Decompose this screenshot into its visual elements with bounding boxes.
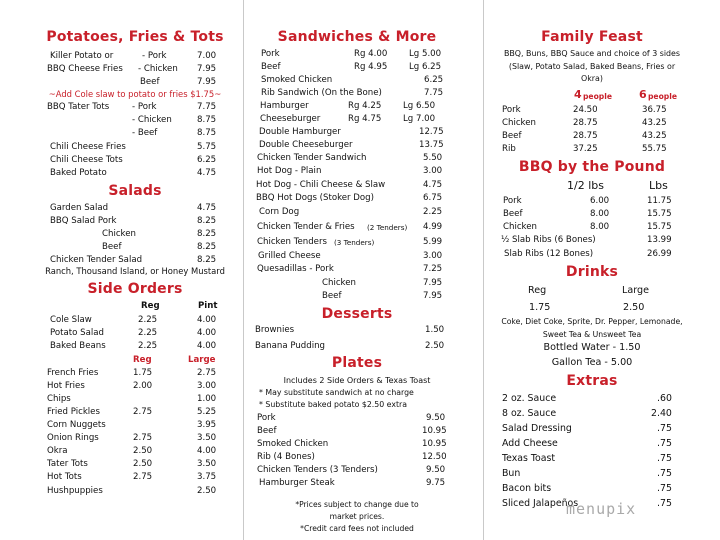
- menu-row: Beef 7.95: [140, 77, 217, 87]
- menu-row: Garden Salad 4.75: [50, 203, 217, 213]
- menu-row: French Fries 1.75 2.75: [47, 368, 217, 378]
- menu-row: - Chicken 8.75: [132, 115, 217, 125]
- side-orders-heading: Side Orders: [87, 281, 183, 297]
- menu-row: Beef Rg 4.95 Lg 6.25: [261, 62, 442, 72]
- menu-row: Pork 6.00 11.75: [503, 196, 672, 206]
- menu-row: Hot Fries 2.00 3.00: [47, 381, 217, 391]
- family-feast-description: BBQ, Buns, BBQ Sauce and choice of 3 sides (Slaw, Potato Salad, Baked Beans, Fries or Okra): [503, 49, 681, 83]
- menu-row: Hamburger Rg 4.25 Lg 6.50: [260, 101, 436, 111]
- sides-column-header: Reg Pint: [141, 301, 218, 311]
- gallon-tea: Gallon Tea - 5.00: [551, 357, 633, 368]
- menu-row: Beef 8.00 15.75: [503, 209, 672, 219]
- menu-row: Killer Potato or - Pork 7.00: [50, 51, 217, 61]
- menu-row: Chicken 8.25: [102, 229, 217, 239]
- menu-row: Hot Tots 2.75 3.75: [47, 472, 217, 482]
- menu-row: Chili Cheese Fries 5.75: [50, 142, 217, 152]
- menu-row: Okra 2.50 4.00: [47, 446, 217, 456]
- menu-row: Onion Rings 2.75 3.50: [47, 433, 217, 443]
- menu-row: BBQ Hot Dogs (Stoker Dog) 6.75: [256, 193, 443, 203]
- menu-row: Cole Slaw 2.25 4.00: [50, 315, 217, 325]
- menu-row: Beef 8.25: [102, 242, 217, 252]
- menu-row: BBQ Tater Tots - Pork 7.75: [47, 102, 217, 112]
- menu-row: - Beef 8.75: [132, 128, 217, 138]
- family-feast-heading: Family Feast: [541, 29, 643, 45]
- plates-note: * May substitute sandwich at no charge: [259, 388, 414, 397]
- left-column: [40, 0, 230, 540]
- drinks-list: Coke, Diet Coke, Sprite, Dr. Pepper, Lemonade, Sweet Tea & Unsweet Tea: [501, 317, 683, 339]
- menu-row: Pork 24.50 36.75: [502, 105, 667, 115]
- menu-row: Hamburger Steak 9.75: [259, 478, 446, 488]
- potatoes-heading: Potatoes, Fries & Tots: [46, 29, 224, 45]
- column-divider-right: [483, 0, 484, 540]
- menu-row: Chicken 8.00 15.75: [503, 222, 672, 232]
- desserts-heading: Desserts: [321, 306, 393, 322]
- menu-row: Chicken 7.95: [322, 278, 443, 288]
- menu-row: Hot Dog - Chili Cheese & Slaw 4.75: [256, 180, 443, 190]
- plates-intro: Includes 2 Side Orders & Texas Toast: [283, 376, 431, 385]
- menu-row: Smoked Chicken 10.95: [257, 439, 447, 449]
- bottled-water: Bottled Water - 1.50: [543, 342, 641, 353]
- menu-row: Chicken Tenders (3 Tenders) 9.50: [257, 465, 446, 475]
- sandwiches-heading: Sandwiches & More: [277, 29, 437, 45]
- dressing-note: Ranch, Thousand Island, or Honey Mustard: [45, 266, 225, 276]
- drinks-size-header: Reg Large: [528, 285, 649, 296]
- menu-row: Pork Rg 4.00 Lg 5.00: [261, 49, 442, 59]
- menu-row: 2 oz. Sauce .60: [502, 393, 672, 404]
- menu-row: Chicken Tenders (3 Tenders) 5.99: [257, 237, 443, 247]
- extras-heading: Extras: [566, 373, 618, 389]
- sides-column-header: Reg Large: [133, 355, 216, 365]
- menu-row: Double Cheeseburger 13.75: [259, 140, 444, 150]
- menu-row: Double Hamburger 12.75: [259, 127, 444, 137]
- menu-row: Sliced Jalapeños .75: [502, 498, 672, 509]
- menu-row: Cheeseburger Rg 4.75 Lg 7.00: [260, 114, 436, 124]
- menu-row: Quesadillas - Pork 7.25: [257, 264, 443, 274]
- menu-row: Corn Nuggets 3.95: [47, 420, 217, 430]
- menu-row: Beef 7.95: [322, 291, 443, 301]
- menu-row: Rib (4 Bones) 12.50: [257, 452, 447, 462]
- plates-note: * Substitute baked potato $2.50 extra: [259, 400, 407, 409]
- menu-row: Chicken Tender Salad 8.25: [50, 255, 217, 265]
- card-fee-disclaimer: *Credit card fees not included: [300, 524, 414, 533]
- pound-column-header: 1/2 lbs Lbs: [567, 179, 668, 192]
- menu-row: Chicken 28.75 43.25: [502, 118, 667, 128]
- menu-row: Bacon bits .75: [502, 483, 672, 494]
- middle-column: [252, 0, 462, 540]
- menu-row: Rib Sandwich (On the Bone) 7.75: [261, 88, 444, 98]
- menu-row: Fried Pickles 2.75 5.25: [47, 407, 217, 417]
- menu-row: Chicken Tender Sandwich 5.50: [257, 153, 443, 163]
- menu-row: Rib 37.25 55.75: [502, 144, 667, 154]
- menu-row: Chicken Tender & Fries (2 Tenders) 4.99: [257, 222, 443, 232]
- menu-row: Hushpuppies 2.50: [47, 486, 217, 496]
- menu-row: Salad Dressing .75: [502, 423, 672, 434]
- bbq-by-pound-heading: BBQ by the Pound: [518, 159, 666, 175]
- menu-row: Brownies 1.50: [255, 325, 445, 335]
- menu-row: BBQ Salad Pork 8.25: [50, 216, 217, 226]
- drinks-prices: 1.75 2.50: [529, 302, 645, 313]
- menu-row: Smoked Chicken 6.25: [261, 75, 444, 85]
- menu-row: Bun .75: [502, 468, 672, 479]
- menu-row: ½ Slab Ribs (6 Bones) 13.99: [501, 235, 672, 245]
- right-column: [492, 0, 692, 540]
- menu-row: Beef 10.95: [257, 426, 447, 436]
- menu-row: Texas Toast .75: [502, 453, 672, 464]
- salads-heading: Salads: [108, 183, 162, 199]
- coleslaw-note: ~Add Cole slaw to potato or fries $1.75~: [48, 89, 222, 99]
- menu-row: Add Cheese .75: [502, 438, 672, 449]
- menu-row: Chili Cheese Tots 6.25: [50, 155, 217, 165]
- menu-row: Pork 9.50: [257, 413, 446, 423]
- menu-row: Chips 1.00: [47, 394, 217, 404]
- menu-row: Baked Beans 2.25 4.00: [50, 341, 217, 351]
- drinks-heading: Drinks: [565, 264, 619, 280]
- menupix-watermark: menupix: [566, 500, 637, 518]
- plates-heading: Plates: [331, 355, 383, 371]
- menu-row: BBQ Cheese Fries - Chicken 7.95: [47, 64, 217, 74]
- price-disclaimer: *Prices subject to change due to market prices.: [295, 500, 419, 521]
- menu-row: Slab Ribs (12 Bones) 26.99: [504, 249, 672, 259]
- menu-row: Tater Tots 2.50 3.50: [47, 459, 217, 469]
- menu-row: Corn Dog 2.25: [259, 207, 443, 217]
- menu-row: Baked Potato 4.75: [50, 168, 217, 178]
- menu-row: 8 oz. Sauce 2.40: [502, 408, 672, 419]
- column-divider-left: [243, 0, 244, 540]
- menu-row: Potato Salad 2.25 4.00: [50, 328, 217, 338]
- menu-row: Beef 28.75 43.25: [502, 131, 667, 141]
- family-people-header: 4 people 6 people: [574, 88, 677, 101]
- menu-row: Banana Pudding 2.50: [255, 341, 445, 351]
- menu-row: Hot Dog - Plain 3.00: [257, 166, 443, 176]
- menu-row: Grilled Cheese 3.00: [258, 251, 443, 261]
